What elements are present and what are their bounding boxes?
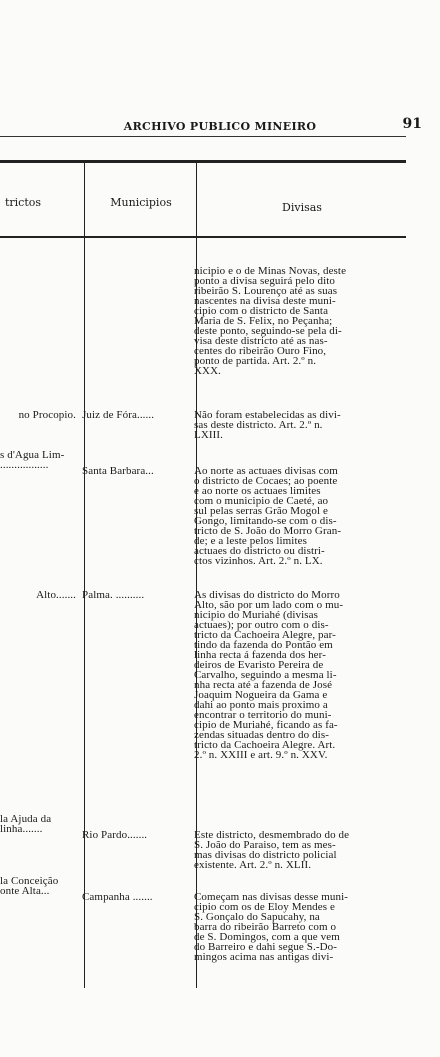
table-header-rule <box>0 236 406 238</box>
row-1-divisas: Não foram estabelecidas as divi- sas deste districto. Art. 2.º n. LXIII. <box>194 409 341 441</box>
row-5-district: la Conceição onte Alta... <box>0 875 59 897</box>
row-1-municipio: Juiz de Fóra...... <box>82 409 155 421</box>
row-4-divisas: Este districto, desmembrado do de S. João do Paraiso, tem as mes- mas divisas do districto policial existente. Art. 2.º n. XLII. <box>194 829 350 871</box>
col-header-municipios: Municipios <box>110 196 172 209</box>
row-5-divisas: Começam nas divisas desse muni- cipio com os de Eloy Mendes e S. Gonçalo do Sapucahy, na barra do ribeirão Barreto com o de S. Domingos, com a que vem do Barreiro e dahi segue S.-Do- mingos acima nas antigas divi- <box>194 891 349 963</box>
col-header-districts: trictos <box>4 196 42 209</box>
row-4-district: la Ajuda da linha....... <box>0 813 52 835</box>
row-2-municipio: Santa Barbara... <box>82 465 154 477</box>
col-header-divisas: Divisas <box>282 201 322 214</box>
page-header-title: ARCHIVO PUBLICO MINEIRO <box>123 120 317 133</box>
row-4-municipio: Rio Pardo....... <box>82 829 148 841</box>
row-2-divisas: Ao norte as actuaes divisas com o districto de Cocaes; ao poente e ao norte os actuaes limites com o municipio de Caeté, ao sul pelas serras Grão Mogol e Gongo, limitando-se com o dis- tricto de S. João do Morro Gran- de; e a leste pelos limites actuaes do districto ou distri- ctos vizinhos. Art. 2.º n. LX. <box>194 465 342 567</box>
page-number: 91 <box>402 116 422 132</box>
header-rule <box>0 136 406 137</box>
column-divider-1 <box>84 160 85 988</box>
row-1-district: no Procopio. <box>18 409 76 421</box>
row-0-divisas: nicipio e o de Minas Novas, deste ponto a divisa seguirá pelo dito ribeirão S. Lourenço até as suas nascentes na divisa deste muni- cipio com o districto de Santa Maria de S. Felix, no Peçanha; deste ponto, seguindo-se pela di- visa deste districto até as nas- centes do ribeirão Ouro Fino, ponto de partida. Art. 2.º n. XXX. <box>194 265 347 377</box>
row-3-district: Alto....... <box>36 589 76 601</box>
row-5-municipio: Campanha ....... <box>82 891 153 903</box>
table-top-rule <box>0 160 406 163</box>
row-2-district: s d'Agua Lim- ................. <box>0 449 65 471</box>
row-3-divisas: As divisas do districto do Morro Alto, são por um lado com o mu- nicipio do Muriahé (divisas actuaes); por outro com o dis- tricto da Cachoeira Alegre, par- tindo da fazenda do Pontão em linha recta á fazenda dos her- deiros de Evaristo Pereira de Carvalho, seguindo a mesma li- nha recta até a fazenda de José Joaquim Nogueira da Gama e dahi ao ponto mais proximo a encontrar o territorio do muni- cipio de Muriahé, ficando as fa- zendas situadas dentro do dis- tricto da Cachoeira Alegre. Art. 2.º n. XXIII e art. 9.º n. XXV. <box>194 589 344 761</box>
row-3-municipio: Palma. .......... <box>82 589 145 601</box>
